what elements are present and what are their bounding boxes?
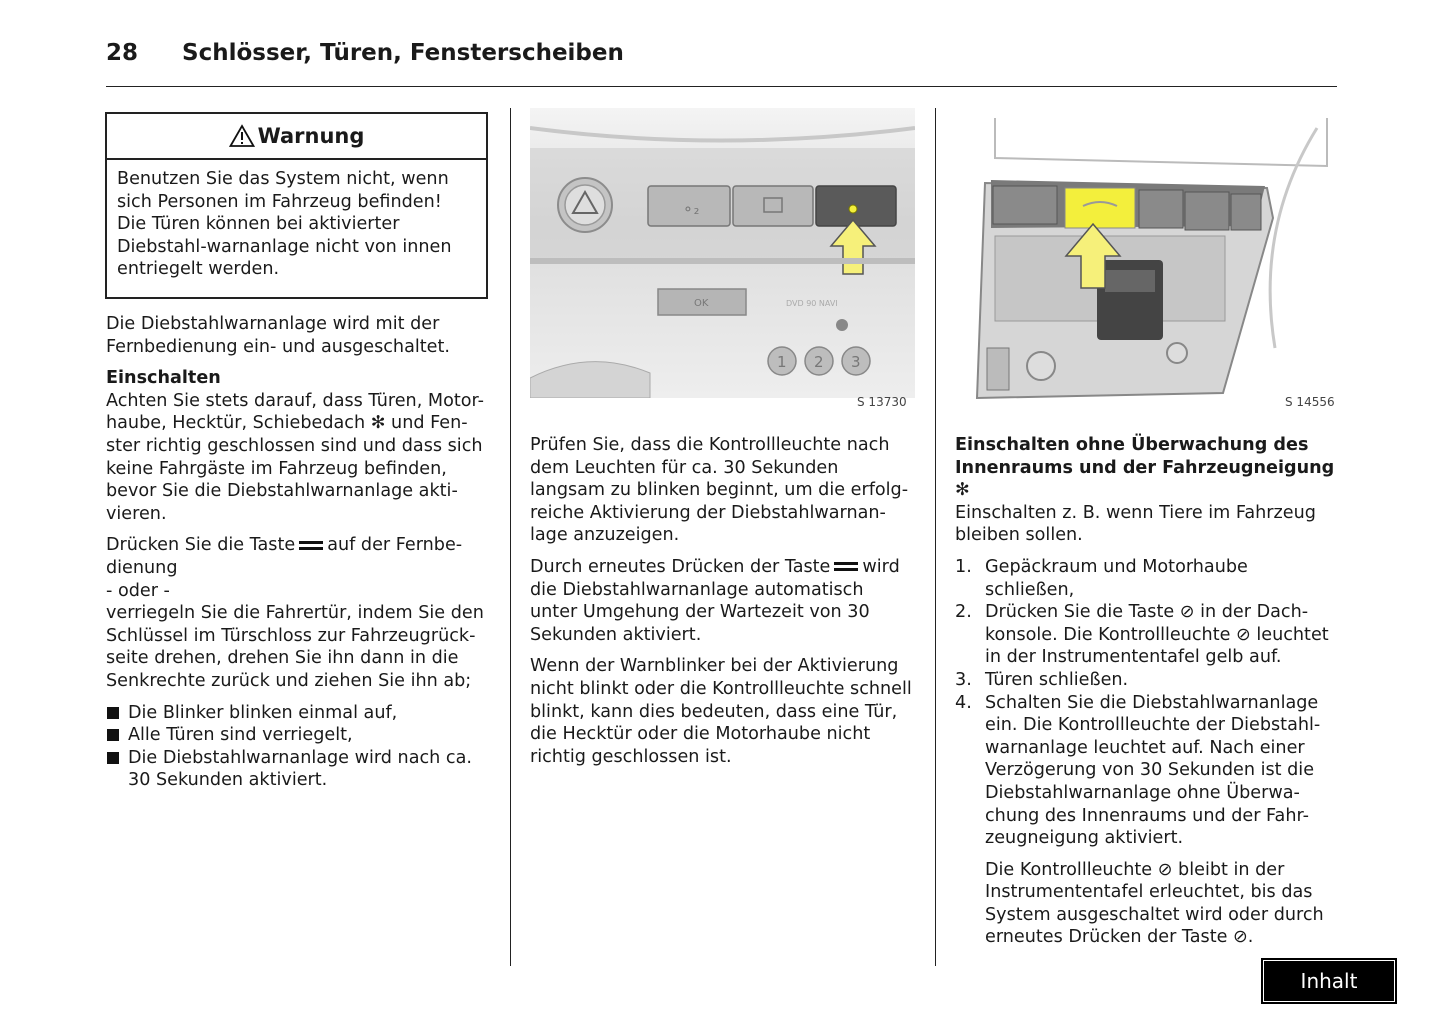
bullet-list (106, 702, 491, 792)
paragraph-press (106, 534, 491, 579)
warning-triangle-icon (229, 124, 255, 148)
optional-equipment-icon: ✻ (955, 480, 970, 501)
press-again-text-a: Durch erneutes Drücken der Taste (530, 556, 831, 577)
check-text-a: Achten Sie stets darauf, dass Türen, Motor-haube, Hecktür, Schiebedach (106, 390, 484, 434)
page-title: Schlösser, Türen, Fensterscheiben (182, 40, 624, 66)
figure-code-1: S 13730 (857, 395, 907, 409)
preset-button-1: 1 (777, 353, 787, 371)
header-divider (106, 86, 1337, 87)
warning-header (107, 114, 486, 160)
paragraph-key: verriegeln Sie die Fahrertür, indem Sie den Schlüssel im Türschloss zur Fahrzeugrück-seite drehen, drehen Sie ihn dann in die Senkrechte zurück und ziehen Sie ihn ab; (106, 603, 484, 691)
ok-button-label: OK (694, 298, 709, 309)
press-text-a: Drücken Sie die Taste (106, 535, 296, 556)
optional-equipment-icon: ✻ (370, 413, 386, 434)
list-item: Alle Türen sind verriegelt, (106, 724, 491, 747)
list-item: 3. Türen schließen. (955, 669, 1129, 690)
roof-console-figure (955, 108, 1340, 413)
lock-key-icon (299, 541, 323, 550)
inhalt-button[interactable]: Inhalt (1261, 958, 1397, 1004)
dvd-label: DVD 90 NAVI (786, 299, 838, 308)
or-text: - oder - (106, 580, 170, 601)
column-divider-2 (935, 108, 936, 966)
heading-without-monitoring: Einschalten ohne Überwachung des Innenraums und der Fahrzeugneigung ✻ (955, 435, 1335, 501)
steps-list (955, 556, 1340, 850)
svg-text:⚬₂: ⚬₂ (682, 202, 700, 218)
list-item: 1. Gepäckraum und Motorhaube schließen, (955, 556, 1248, 600)
bullet-square-icon (107, 729, 119, 741)
column-3 (955, 434, 1340, 949)
column-1 (106, 313, 491, 792)
bullet-square-icon (107, 752, 119, 764)
column-divider-1 (510, 108, 511, 966)
heading-einschalten: Einschalten (106, 368, 221, 389)
list-item: Die Diebstahlwarnanlage wird nach ca. 30 Sekunden aktiviert. (106, 747, 491, 792)
intro-paragraph: Die Diebstahlwarnanlage wird mit der Fernbedienung ein- und ausgeschaltet. (106, 314, 450, 357)
paragraph-led-remains: Die Kontrollleuchte ⊘ bleibt in der Instrumententafel erleuchtet, bis das System ausgeschaltet wird oder durch erneutes Drücken der Taste ⊘. (985, 859, 1324, 948)
figure-code-2: S 14556 (1285, 395, 1335, 409)
paragraph-check-led: Prüfen Sie, dass die Kontrollleuchte nach dem Leuchten für ca. 30 Sekunden langsam zu blinken beginnt, um die erfolg-reiche Aktivierung der Diebstahlwarnan-lage anzuzeigen. (530, 435, 909, 546)
sensor-off-icon: ⊘ (1236, 624, 1251, 645)
column-2 (530, 434, 915, 768)
lock-key-icon (834, 562, 858, 571)
warning-box (105, 112, 488, 299)
bullet-square-icon (107, 707, 119, 719)
list-item: 4. Schalten Sie die Diebstahlwarnanlage ein. Die Kontrollleuchte der Diebstahl-warnanlage leuchtet auf. Nach einer Verzögerung von 30 Sekunden ist die Diebstahlwarnanlage ohne Überwa-chung des Innenraums und der Fahr-zeugneigung aktiviert. (955, 692, 1321, 849)
sensor-off-icon: ⊘ (1157, 859, 1173, 880)
press-text-b: auf der Fernbe-dienung (106, 535, 463, 578)
preset-button-2: 2 (814, 353, 824, 371)
dashboard-figure (530, 108, 915, 413)
list-item: 2. Drücken Sie die Taste ⊘ in der Dach-konsole. Die Kontrollleuchte ⊘ leuchtet in der Instrumententafel gelb auf. (955, 602, 1329, 668)
press-again-text-b: wird die Diebstahlwarnanlage automatisch unter Umgehung der Wartezeit von 30 Sekunden aktiviert. (530, 556, 900, 645)
paragraph-press-again (530, 556, 915, 646)
sensor-off-icon: ⊘ (1179, 602, 1195, 623)
paragraph-hazard: Wenn der Warnblinker bei der Aktivierung nicht blinkt oder die Kontrollleuchte schnell blinkt, kann dies bedeuten, dass eine Tür, die Hecktür oder die Motorhaube nicht richtig geschlossen ist. (530, 656, 912, 767)
paragraph-check (106, 390, 491, 526)
preset-button-3: 3 (851, 353, 861, 371)
sensor-off-icon: ⊘ (1233, 927, 1248, 948)
intro-paragraph-3: Einschalten z. B. wenn Tiere im Fahrzeug bleiben sollen. (955, 502, 1316, 546)
page-number: 28 (106, 40, 139, 66)
warning-text: Benutzen Sie das System nicht, wenn sich Personen im Fahrzeug befinden! Die Türen können bei aktivierter Diebstahl-warnanlage nicht von innen entriegelt werden. (117, 169, 452, 280)
warning-title: Warnung (257, 124, 365, 148)
list-item: Die Blinker blinken einmal auf, (106, 702, 491, 725)
check-text-b: und Fen-ster richtig geschlossen sind und dass sich keine Fahrgäste im Fahrzeug befinden, bevor Sie die Diebstahlwarnanlage akti-vieren. (106, 413, 483, 524)
